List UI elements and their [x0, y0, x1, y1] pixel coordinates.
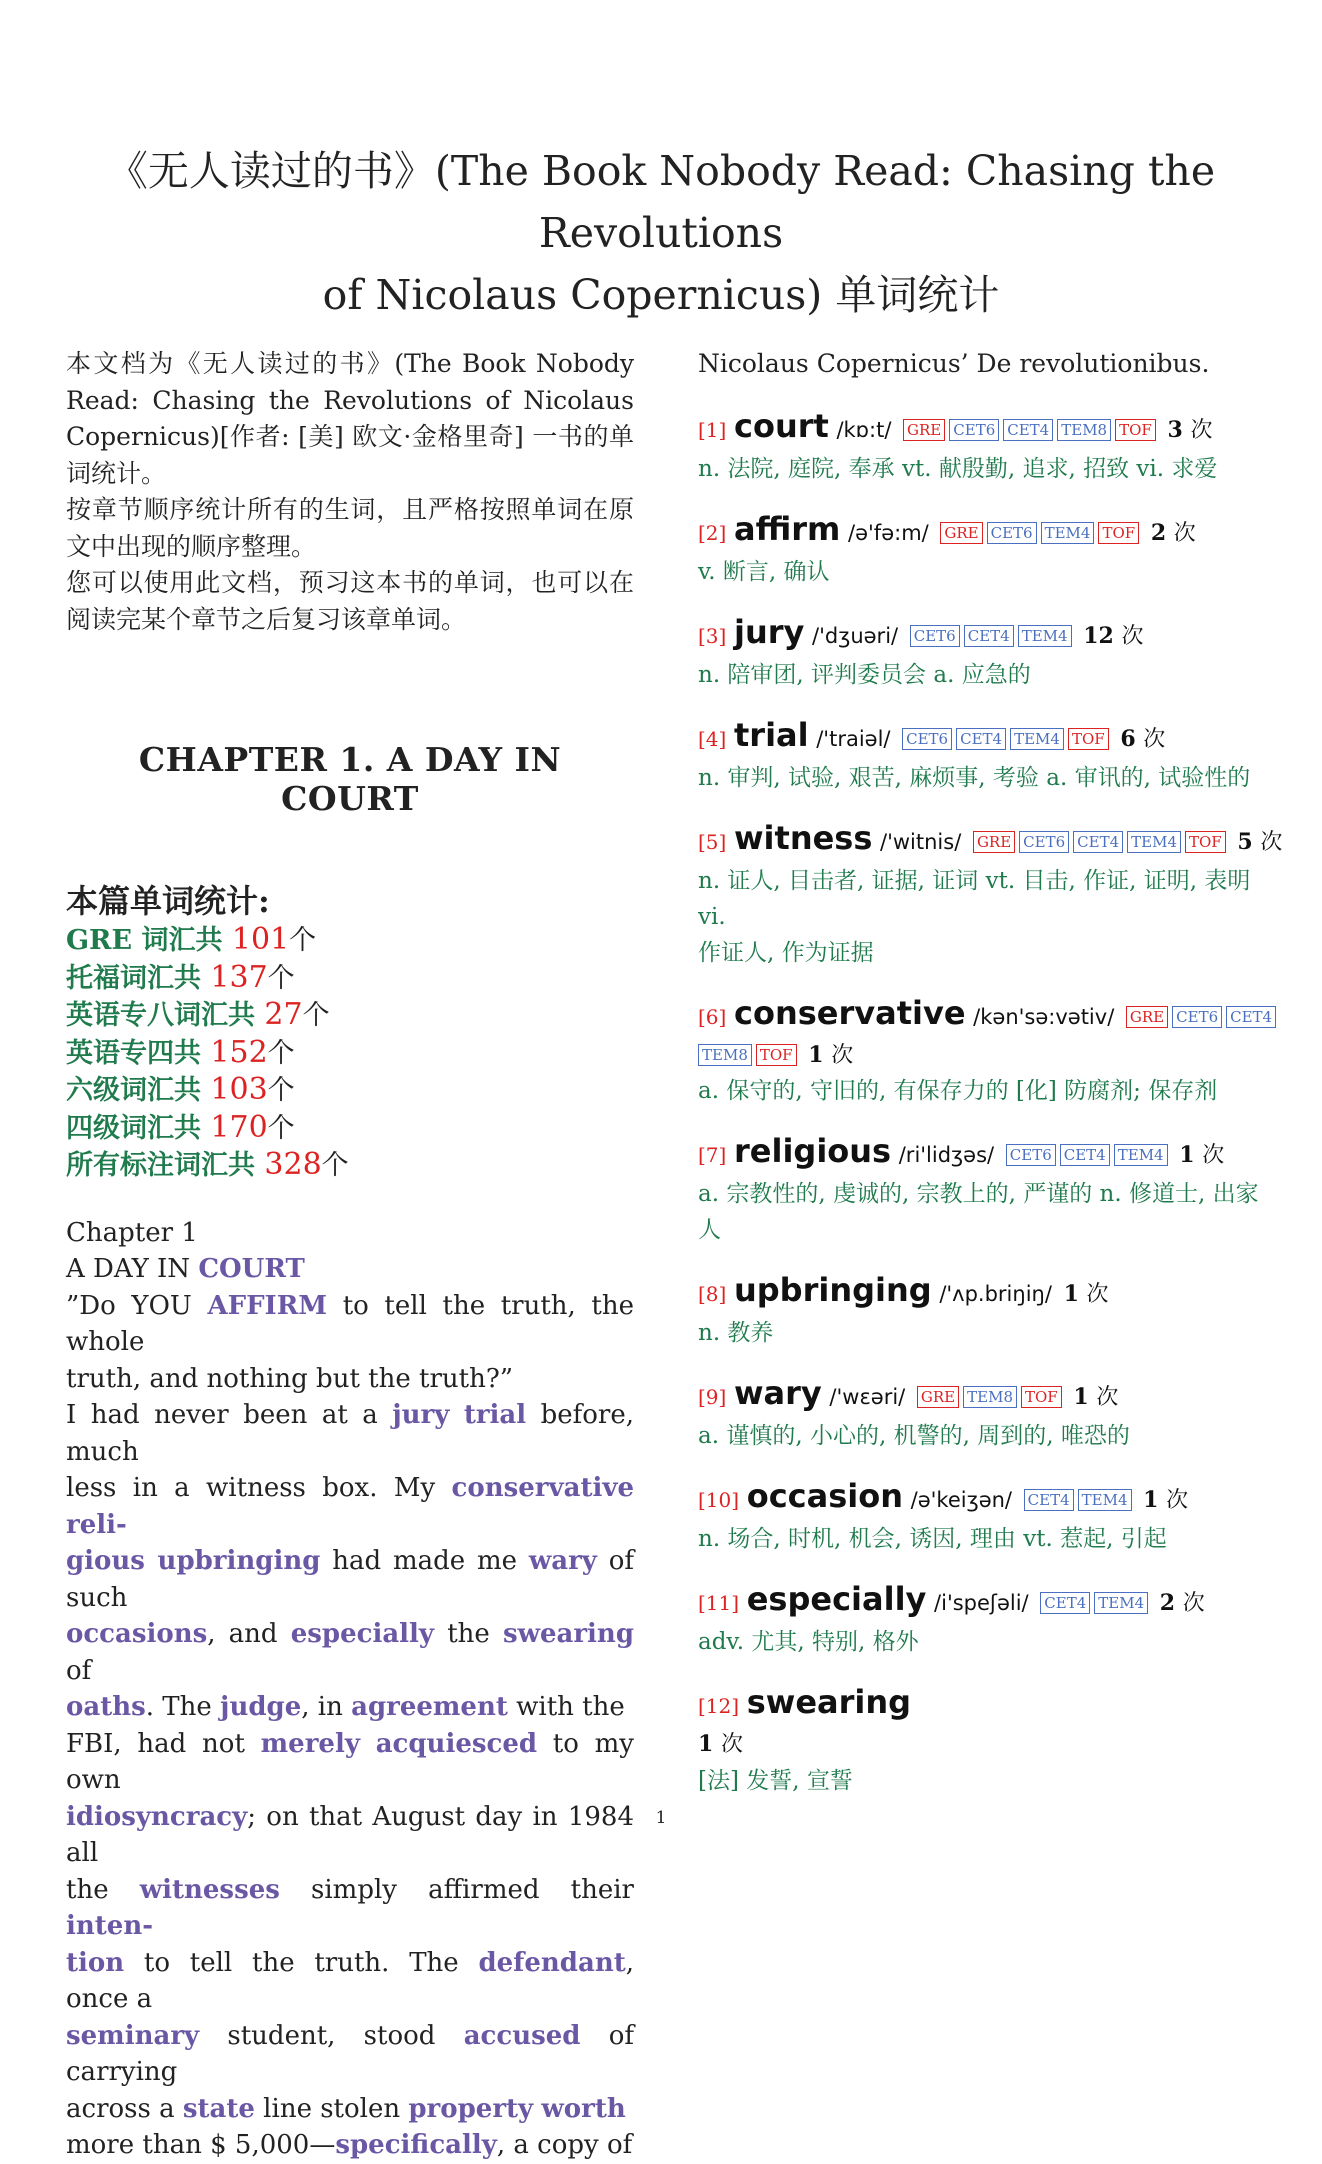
text-line — [66, 2127, 634, 2164]
text-run: . The — [145, 1692, 221, 1722]
text-line — [66, 1397, 634, 1470]
entry-definition: n. 教养 — [698, 1320, 774, 1346]
text-run: ”Do YOU — [66, 1290, 208, 1321]
count-unit: 次 — [1121, 624, 1144, 649]
entry-word[interactable]: swearing — [746, 1683, 912, 1721]
count-value: 1 — [1143, 1487, 1159, 1513]
entry-definition: adv. 尤其, 特别, 格外 — [698, 1629, 919, 1655]
highlighted-word[interactable]: AFFIRM — [207, 1290, 328, 1321]
entry-count — [698, 1726, 1270, 1763]
tag-cet4: CET4 — [964, 625, 1014, 647]
entry-ipa: /ri'lidʒəs/ — [898, 1143, 995, 1167]
entry-word[interactable]: court — [733, 407, 829, 445]
entry-index: [7] — [698, 1143, 727, 1167]
tag-cet6: CET6 — [1006, 1144, 1056, 1166]
entry-word[interactable]: jury — [733, 613, 805, 651]
entry-head — [698, 406, 1270, 451]
tag-cet4: CET4 — [1060, 1144, 1110, 1166]
entry-count — [1143, 1487, 1188, 1513]
tag-tof: TOF — [1021, 1386, 1062, 1408]
highlighted-word[interactable]: witnesses — [139, 1874, 280, 1905]
entry-ipa: /'ʌp.briŋiŋ/ — [939, 1282, 1052, 1306]
text-line — [66, 1470, 634, 1543]
count-value: 1 — [808, 1042, 824, 1068]
vocab-entry-trial — [698, 715, 1270, 796]
stat-unit: 个 — [267, 1037, 295, 1069]
entry-index: [11] — [698, 1591, 740, 1615]
count-value: 2 — [1150, 520, 1167, 546]
stat-label: 英语专八词汇共 — [66, 1000, 255, 1031]
vocab-entry-affirm — [698, 509, 1270, 590]
highlighted-word[interactable]: merely — [260, 1728, 360, 1759]
count-unit: 次 — [1166, 1488, 1189, 1513]
entry-word[interactable]: witness — [733, 819, 873, 857]
tag-tem4: TEM4 — [1041, 522, 1095, 544]
count-unit: 次 — [720, 1732, 743, 1757]
text-line: Chapter 1 — [66, 1217, 198, 1248]
stat-toefl — [66, 960, 634, 998]
entry-head-continued — [698, 1037, 1270, 1073]
vocab-entry-swearing — [698, 1682, 1270, 1799]
count-value: 3 — [1167, 417, 1183, 443]
vocab-entry-religious — [698, 1131, 1270, 1248]
text-run: , and — [207, 1619, 291, 1649]
definition-line: 人 — [698, 1217, 721, 1243]
intro — [66, 346, 634, 638]
text-run: had made me — [320, 1546, 529, 1576]
intro-paragraph: 按章节顺序统计所有的生词，且严格按照单词在原文中出现的顺序整理。 — [66, 495, 634, 561]
stat-label: 托福词汇共 — [66, 962, 201, 994]
text-run: to tell the truth, the whole — [66, 1290, 634, 1357]
tag-tem8: TEM8 — [1057, 419, 1111, 441]
vocab-entry-occasion — [698, 1476, 1270, 1557]
right-column — [698, 346, 1283, 1799]
entry-count — [1073, 1384, 1118, 1410]
entry-word[interactable]: especially — [746, 1580, 927, 1618]
text-run: ; on that August day in 1984 all — [66, 1801, 634, 1868]
count-unit: 次 — [1260, 830, 1283, 855]
entry-ipa: /ə'fə:m/ — [848, 521, 929, 545]
vocab-entry-wary — [698, 1373, 1270, 1454]
vocab-entry-jury — [698, 612, 1270, 693]
entry-word[interactable]: affirm — [733, 510, 841, 548]
entry-ipa: /kɒ:t/ — [836, 418, 892, 442]
definition-line: 作证人, 作为证据 — [698, 940, 874, 966]
entry-ipa: /kən'sə:vətiv/ — [973, 1005, 1115, 1029]
stat-cet4 — [66, 1110, 634, 1148]
vocab-entry-conservative — [698, 993, 1273, 1109]
vocab-entry-witness — [698, 818, 1283, 971]
stat-label: 英语专四共 — [66, 1037, 201, 1069]
entry-count — [1151, 520, 1196, 546]
stats-list — [66, 922, 634, 1185]
stat-value: 152 — [210, 1034, 268, 1070]
definition-line: n. 证人, 目击者, 证据, 证词 vt. 目击, 作证, 证明, 表明 vi. — [698, 868, 1251, 930]
count-value: 1 — [1073, 1384, 1089, 1410]
entry-head — [698, 1131, 1270, 1176]
highlighted-word[interactable]: tion — [66, 1947, 125, 1978]
highlighted-word[interactable]: especially — [290, 1619, 435, 1649]
count-value: 1 — [698, 1731, 714, 1757]
entry-head — [698, 612, 1270, 657]
entry-index: [2] — [698, 521, 727, 545]
intro-paragraph: 您可以使用此文档，预习这本书的单词，也可以在阅读完某个章节之后复习该章单词。 — [66, 568, 634, 634]
entry-ipa: /'dʒuəri/ — [812, 624, 899, 648]
stat-tem4 — [66, 1035, 634, 1073]
chapter-heading: CHAPTER 1. A DAY IN COURT — [138, 740, 562, 818]
text-line — [66, 1543, 634, 1616]
count-value: 6 — [1120, 726, 1136, 752]
highlighted-word[interactable]: jury — [392, 1400, 450, 1430]
entry-ipa: /'traiəl/ — [816, 727, 891, 751]
stat-all — [66, 1147, 634, 1185]
tag-cet6: CET6 — [949, 419, 999, 441]
entry-head — [698, 1579, 1270, 1624]
entry-definition — [698, 863, 1270, 971]
tag-tem4: TEM4 — [1010, 728, 1064, 750]
entry-index: [5] — [698, 830, 727, 854]
stat-value: 328 — [264, 1147, 322, 1182]
count-value: 2 — [1159, 1590, 1176, 1616]
entry-head — [698, 715, 1270, 760]
text-line — [66, 1288, 634, 1361]
tag-tem4: TEM4 — [1127, 831, 1181, 853]
continued-text: Nicolaus Copernicus’ De revolutionibus. — [698, 349, 1210, 378]
text-run: to my own — [66, 1728, 634, 1795]
tag-gre: GRE — [917, 1386, 959, 1408]
entry-word[interactable]: upbringing — [733, 1271, 932, 1309]
tag-tof: TOF — [1098, 522, 1139, 544]
text-line — [66, 2091, 634, 2128]
tag-tem4: TEM4 — [1018, 625, 1072, 647]
entry-index: [1] — [698, 418, 727, 442]
stats-heading: 本篇单词统计: — [66, 882, 270, 920]
text-line — [66, 1726, 634, 1799]
count-unit: 次 — [1143, 727, 1166, 752]
tag-gre: GRE — [973, 831, 1015, 853]
stat-value: 103 — [210, 1072, 268, 1107]
count-unit: 次 — [831, 1043, 854, 1068]
entry-index: [6] — [698, 1005, 727, 1029]
text-run: with the — [507, 1692, 625, 1722]
highlighted-word[interactable]: inten- — [66, 1911, 154, 1941]
text-line — [66, 1945, 634, 2018]
stat-value: 137 — [210, 959, 268, 995]
stat-unit: 个 — [289, 925, 317, 956]
entry-index: [8] — [698, 1282, 727, 1306]
highlighted-word[interactable]: agreement — [351, 1692, 508, 1722]
definition-line: a. 宗教性的, 虔诚的, 宗教上的, 严谨的 n. 修道士, 出家 — [698, 1181, 1259, 1207]
entry-word[interactable]: trial — [733, 716, 809, 754]
text-line — [66, 1872, 634, 1945]
count-unit: 次 — [1086, 1282, 1109, 1307]
tag-cet6: CET6 — [1019, 831, 1069, 853]
text-run: less in a witness box. My — [66, 1473, 452, 1503]
tag-cet4: CET4 — [1226, 1006, 1276, 1028]
text-run: of carrying — [66, 2020, 635, 2087]
entry-definition: v. 断言, 确认 — [698, 559, 830, 585]
highlighted-word[interactable]: COURT — [198, 1254, 305, 1284]
highlighted-word[interactable]: judge — [220, 1692, 302, 1722]
tag-cet4: CET4 — [1003, 419, 1053, 441]
entry-definition: [法] 发誓, 宣誓 — [698, 1768, 853, 1794]
highlighted-word[interactable]: worth — [541, 2093, 626, 2124]
count-unit: 次 — [1190, 418, 1213, 443]
vocab-entry-court — [698, 406, 1270, 487]
tag-tem4: TEM4 — [1114, 1144, 1168, 1166]
entry-count — [1120, 726, 1165, 752]
entry-ipa: /'wɛəri/ — [829, 1385, 906, 1409]
tag-cet6: CET6 — [910, 625, 960, 647]
highlighted-word[interactable]: specifically — [335, 2130, 497, 2160]
text-run: of such — [66, 1546, 634, 1613]
entry-head — [698, 1373, 1270, 1418]
entry-word[interactable]: conservative — [733, 994, 966, 1032]
entry-head — [698, 818, 1283, 863]
highlighted-word[interactable]: trial — [463, 1400, 527, 1430]
highlighted-word[interactable]: oaths — [66, 1692, 146, 1722]
stat-value: 27 — [264, 997, 303, 1032]
document-title — [40, 140, 1282, 326]
text-run: student, stood — [199, 2020, 464, 2051]
tag-cet4: CET4 — [1073, 831, 1123, 853]
intro-paragraph: 本文档为《无人读过的书》(The Book Nobody Read: Chasing the Revolutions of Nicolaus Copernicus)[作者: [美] 欧文·金格里奇] 一书的单词统计。 — [66, 349, 634, 488]
stat-gre — [66, 922, 634, 960]
highlighted-word[interactable]: state — [182, 2093, 255, 2124]
highlighted-word[interactable]: idiosyncracy — [66, 1801, 248, 1832]
text-line — [66, 1689, 634, 1726]
count-value: 1 — [1179, 1142, 1195, 1168]
text-run: of — [66, 1655, 92, 1686]
entry-word[interactable]: occasion — [746, 1477, 903, 1515]
highlighted-word[interactable]: defendant — [478, 1947, 626, 1978]
entry-head — [698, 1270, 1270, 1315]
text-run: , in — [301, 1692, 352, 1722]
text-line — [66, 1616, 634, 1689]
text-run: the — [66, 1874, 140, 1905]
entry-head — [698, 993, 1273, 1037]
stat-label: 四级词汇共 — [66, 1112, 201, 1144]
tag-gre: GRE — [1126, 1006, 1168, 1028]
entry-index: [10] — [698, 1488, 740, 1512]
tag-cet4: CET4 — [1040, 1592, 1090, 1614]
entry-index: [4] — [698, 727, 727, 751]
entry-definition: n. 审判, 试验, 艰苦, 麻烦事, 考验 a. 审讯的, 试验性的 — [698, 765, 1251, 791]
highlighted-word[interactable]: acquiesced — [375, 1728, 538, 1759]
entry-word[interactable]: wary — [733, 1374, 822, 1412]
stat-cet6 — [66, 1072, 634, 1110]
highlighted-word[interactable]: wary — [528, 1546, 597, 1576]
tag-tem4: TEM4 — [1078, 1489, 1132, 1511]
tag-cet6: CET6 — [987, 522, 1037, 544]
text-run: before, much — [66, 1400, 635, 1467]
entry-head — [698, 509, 1270, 554]
count-value: 5 — [1237, 829, 1253, 855]
count-unit: 次 — [1182, 1591, 1205, 1616]
tag-tem8: TEM8 — [698, 1044, 752, 1066]
stat-unit: 个 — [267, 962, 295, 994]
chapter-text — [66, 1215, 634, 2164]
stat-label: 六级词汇共 — [66, 1075, 201, 1106]
count-value: 12 — [1083, 623, 1114, 649]
highlighted-word[interactable]: swearing — [502, 1619, 635, 1649]
entry-count — [1179, 1142, 1224, 1168]
entry-definition — [698, 1176, 1270, 1248]
entry-word[interactable]: religious — [733, 1132, 892, 1170]
text-run: I had never been at a — [66, 1400, 393, 1430]
entry-head — [698, 1682, 1270, 1726]
entry-ipa: /'witnis/ — [880, 830, 962, 854]
tag-cet6: CET6 — [1172, 1006, 1222, 1028]
tag-tem4: TEM4 — [1094, 1592, 1148, 1614]
entry-count — [808, 1042, 853, 1068]
highlighted-word[interactable]: conservative reli- — [66, 1473, 634, 1540]
text-run: simply affirmed their — [279, 1874, 634, 1905]
text-line: truth, and nothing but the truth?” — [66, 1363, 514, 1394]
text-run: to tell the truth. The — [124, 1947, 479, 1978]
text-run: more than $ 5,000— — [66, 2130, 336, 2160]
text-run: line stolen — [254, 2093, 409, 2124]
entry-index: [3] — [698, 624, 727, 648]
tag-tem8: TEM8 — [963, 1386, 1017, 1408]
stat-unit: 个 — [321, 1150, 349, 1181]
text-run: , once a — [66, 1947, 634, 2014]
left-column — [66, 346, 634, 2164]
highlighted-word[interactable]: seminary — [66, 2020, 200, 2051]
text-line — [66, 2018, 634, 2091]
title-line-1: 《无人读过的书》(The Book Nobody Read: Chasing the Revolutions — [106, 147, 1216, 257]
highlighted-word[interactable]: property — [408, 2093, 534, 2124]
stat-unit: 个 — [267, 1075, 295, 1106]
tag-tof: TOF — [1068, 728, 1109, 750]
entry-count — [1167, 417, 1212, 443]
vocab-entry-upbringing — [698, 1270, 1270, 1351]
tag-tof: TOF — [756, 1044, 797, 1066]
highlighted-word[interactable]: gious upbringing — [66, 1546, 321, 1576]
count-unit: 次 — [1173, 521, 1196, 546]
entry-definition: a. 谨慎的, 小心的, 机警的, 周到的, 唯恐的 — [698, 1423, 1130, 1449]
text-run: the — [434, 1619, 503, 1649]
entry-definition: a. 保守的, 守旧的, 有保存力的 [化] 防腐剂; 保存剂 — [698, 1078, 1218, 1104]
entry-definition: n. 场合, 时机, 机会, 诱因, 理由 vt. 惹起, 引起 — [698, 1526, 1167, 1552]
stat-unit: 个 — [302, 1000, 330, 1031]
text-line — [66, 1251, 634, 1288]
tag-gre: GRE — [940, 522, 982, 544]
entry-definition: n. 法院, 庭院, 奉承 vt. 献殷勤, 追求, 招致 vi. 求爱 — [698, 456, 1218, 482]
stat-label: 所有标注词汇共 — [66, 1150, 255, 1181]
text-run: A DAY IN — [66, 1254, 199, 1284]
vocab-entry-especially — [698, 1579, 1270, 1660]
entry-count — [1237, 829, 1282, 855]
entry-index: [12] — [698, 1694, 740, 1718]
tag-tof: TOF — [1185, 831, 1226, 853]
count-unit: 次 — [1202, 1143, 1225, 1168]
stat-tem8 — [66, 997, 634, 1035]
entry-count — [1160, 1590, 1205, 1616]
entry-index: [9] — [698, 1385, 727, 1409]
stat-value: 101 — [231, 922, 290, 957]
highlighted-word[interactable]: accused — [463, 2020, 581, 2051]
tag-cet6: CET6 — [902, 728, 952, 750]
entry-count — [1083, 623, 1143, 649]
stat-label: GRE 词汇共 — [66, 925, 223, 956]
highlighted-word[interactable]: occasions — [66, 1619, 208, 1649]
stat-unit: 个 — [267, 1112, 295, 1144]
count-value: 1 — [1063, 1281, 1079, 1307]
entry-ipa: /i'speʃəli/ — [934, 1591, 1029, 1615]
page-number: 1 — [655, 1808, 667, 1828]
entry-count — [1064, 1281, 1109, 1307]
entry-head — [698, 1476, 1270, 1521]
entry-ipa: /ə'keiʒən/ — [910, 1488, 1013, 1512]
tag-cet4: CET4 — [956, 728, 1006, 750]
text-run: across a — [66, 2093, 183, 2124]
text-run: FBI, had not — [66, 1728, 261, 1759]
stat-value: 170 — [210, 1109, 268, 1145]
entry-definition: n. 陪审团, 评判委员会 a. 应急的 — [698, 662, 1031, 688]
count-unit: 次 — [1096, 1385, 1119, 1410]
tag-cet4: CET4 — [1024, 1489, 1074, 1511]
title-line-2: of Nicolaus Copernicus) 单词统计 — [322, 271, 1000, 319]
tag-gre: GRE — [903, 419, 945, 441]
text-run: , a copy of — [496, 2130, 633, 2160]
tag-tof: TOF — [1115, 419, 1156, 441]
